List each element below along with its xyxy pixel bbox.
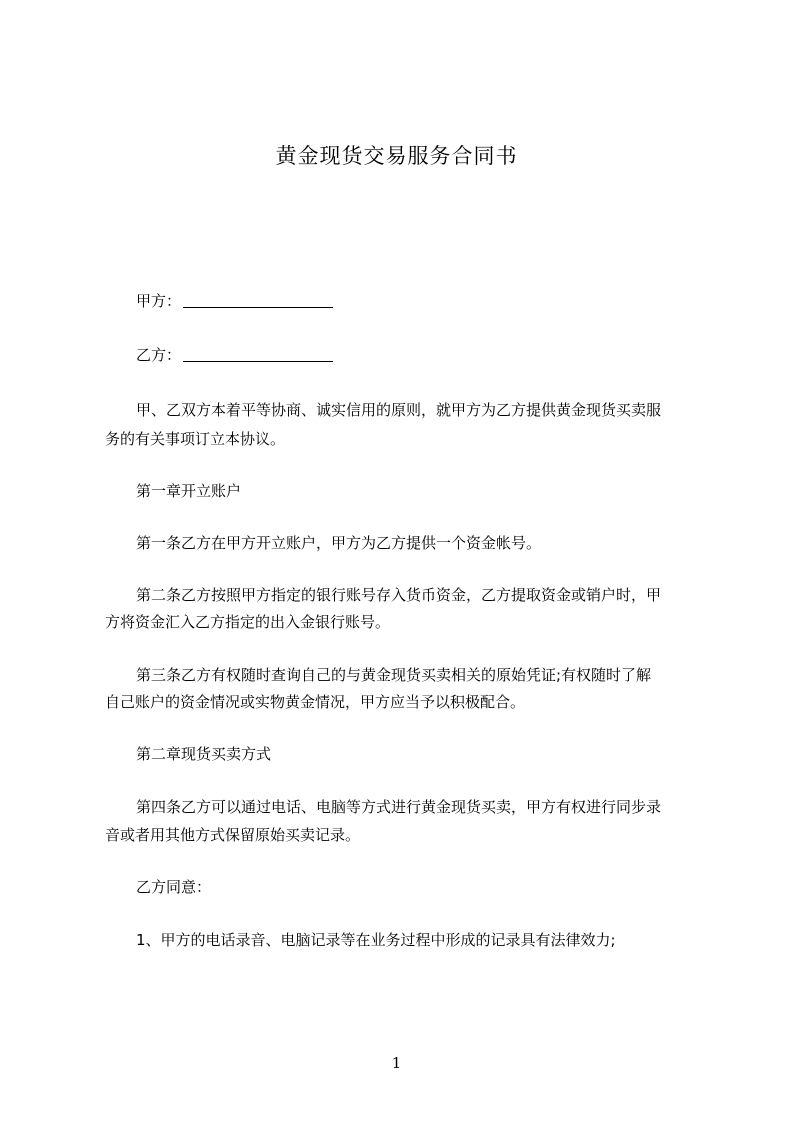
paragraph-line: 乙方同意：	[136, 878, 212, 896]
paragraph-line: 音或者用其他方式保留原始买卖记录。	[105, 826, 361, 844]
paragraph-line: 自己账户的资金情况或实物黄金情况，甲方应当予以积极配合。	[105, 693, 526, 711]
paragraph-line: 第一条乙方在甲方开立账户，甲方为乙方提供一个资金帐号。	[136, 534, 542, 552]
party-a-line	[105, 286, 733, 316]
chapter-heading: 第二章现货买卖方式	[136, 745, 272, 763]
page-number: 1	[391, 1054, 402, 1072]
party-a-label: 甲方：	[136, 292, 182, 310]
paragraph-line: 务的有关事项订立本协议。	[105, 430, 286, 448]
chapter-heading: 第一章开立账户	[136, 482, 242, 500]
paragraph-line: 方将资金汇入乙方指定的出入金银行账号。	[105, 613, 391, 631]
party-b-label: 乙方：	[136, 346, 182, 364]
paragraph-line: 第四条乙方可以通过电话、电脑等方式进行黄金现货买卖，甲方有权进行同步录	[136, 798, 662, 816]
party-b-line	[105, 340, 733, 370]
party-b-blank	[183, 347, 333, 362]
list-item: 1、甲方的电话录音、电脑记录等在业务过程中形成的记录具有法律效力;	[136, 931, 616, 949]
party-a-blank	[183, 293, 333, 308]
paragraph-line: 第三条乙方有权随时查询自己的与黄金现货买卖相关的原始凭证;有权随时了解	[136, 666, 652, 684]
paragraph-line: 甲、乙双方本着平等协商、诚实信用的原则，就甲方为乙方提供黄金现货买卖服	[136, 401, 662, 419]
paragraph-line: 第二条乙方按照甲方指定的银行账号存入货币资金，乙方提取资金或销户时，甲	[136, 586, 662, 604]
document-title: 黄金现货交易服务合同书	[275, 144, 518, 168]
